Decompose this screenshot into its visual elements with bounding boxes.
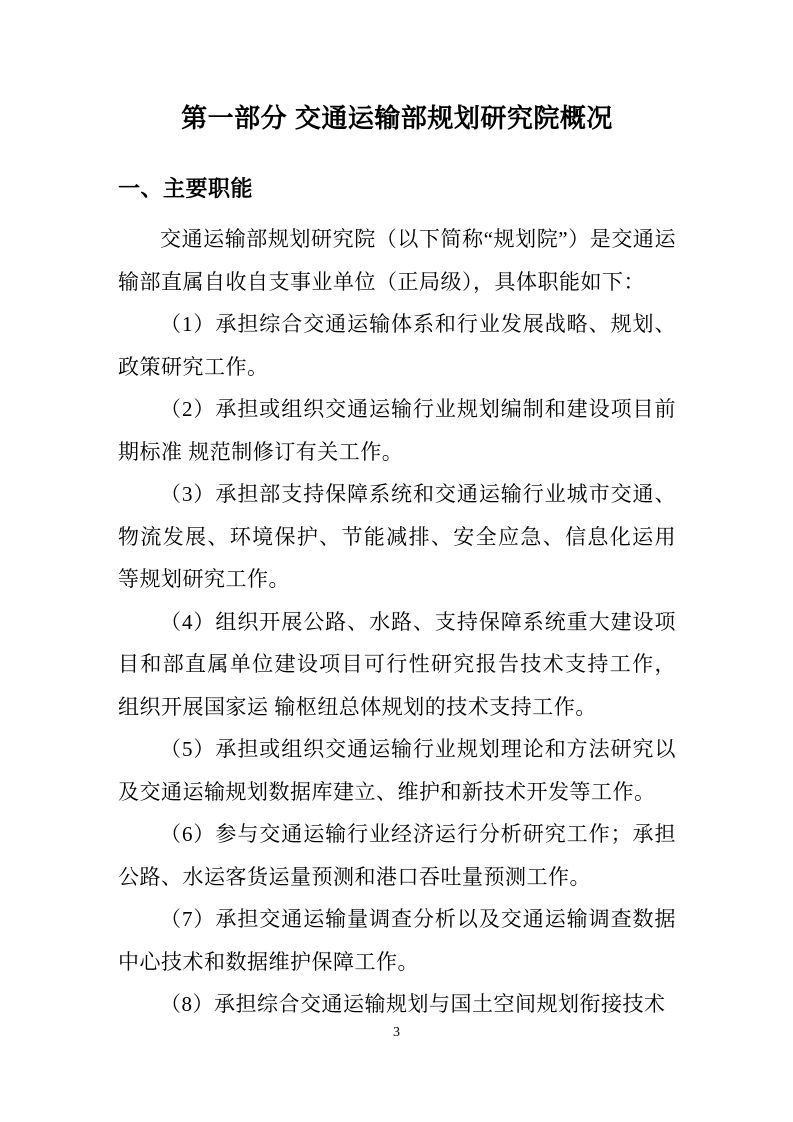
document-content [118,0,676,1026]
document-title: 第一部分 交通运输部规划研究院概况 [181,103,613,133]
paragraph-intro: 交通运输部规划研究院（以下简称“规划院”）是交通运输部直属自收自支事业单位（正局级），具体职能如下： [118,227,676,294]
page-number: 3 [393,1025,400,1040]
paragraph-item-8: （8）承担综合交通运输规划与国土空间规划衔接技术 [160,992,666,1016]
section-heading-main-functions: 一、主要职能 [118,176,254,201]
document-body [118,218,676,1026]
paragraph-item-2: （2）承担或组织交通运输行业规划编制和建设项目前期标准 规范制修订有关工作。 [118,397,676,464]
paragraph-item-6: （6）参与交通运输行业经济运行分析研究工作；承担公路、水运客货运量预测和港口吞吐量预测工作。 [118,822,676,889]
paragraph-item-7: （7）承担交通运输量调查分析以及交通运输调查数据中心技术和数据维护保障工作。 [118,907,676,974]
paragraph-item-1: （1）承担综合交通运输体系和行业发展战略、规划、政策研究工作。 [118,312,676,379]
paragraph-item-3: （3）承担部支持保障系统和交通运输行业城市交通、物流发展、环境保护、节能减排、安全应急、信息化运用等规划研究工作。 [118,482,676,591]
paragraph-item-4: （4）组织开展公路、水路、支持保障系统重大建设项目和部直属单位建设项目可行性研究报告技术支持工作，组织开展国家运 输枢纽总体规划的技术支持工作。 [118,609,676,719]
paragraph-item-5: （5）承担或组织交通运输行业规划理论和方法研究以及交通运输规划数据库建立、维护和新技术开发等工作。 [118,737,676,804]
